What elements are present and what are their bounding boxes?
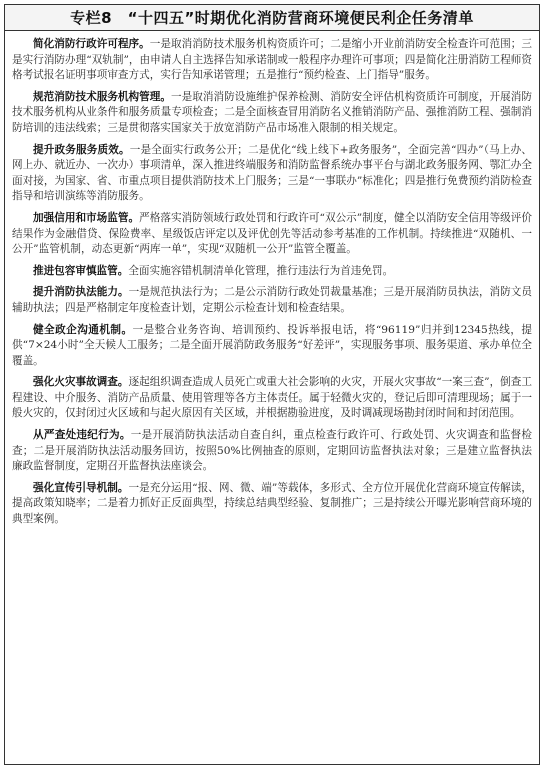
task-item-text: 一是取消消防设施维护保养检测、消防安全评估机构资质许可制度，开展消防技术服务机构从业条件和服务质量专项检查；二是全面核查冒用消防名义推销消防产品、强推消防工程、强制消防培训的违法线索；三是贯彻落实国家关于放宽消防产品市场准入限制的相关规定。 bbox=[12, 90, 533, 134]
task-item-text: 全面实施容错机制清单化管理，推行违法行为首违免罚。 bbox=[128, 264, 394, 277]
task-item bbox=[12, 481, 532, 528]
task-item-head: 强化火灾事故调查。 bbox=[33, 376, 129, 389]
task-item-head: 提升政务服务质效。 bbox=[33, 143, 130, 156]
box-title: 专栏8 “十四五”时期优化消防营商环境便民利企任务清单 bbox=[70, 9, 474, 27]
task-item bbox=[12, 323, 532, 370]
task-item bbox=[12, 264, 532, 280]
task-item bbox=[12, 428, 532, 475]
task-item bbox=[12, 211, 532, 258]
task-item-text: 一是充分运用“报、网、微、端”等载体，多形式、全方位开展优化营商环境宣传解读，提高政策知晓率；二是着力抓好正反面典型，持续总结典型经验、复制推广；三是持续公开曝光影响营商环境的典型案例。 bbox=[12, 481, 532, 526]
task-item-head: 推进包容审慎监管。 bbox=[33, 264, 129, 277]
task-item-text: 一是全面实行政务公开；二是优化“线上线下+政务服务”，全面完善“四办”（马上办、网上办、就近办、一次办）事项清单，深入推进终端服务和消防监督系统办事平台与湖北政务服务网、鄂汇办全面对接，为国家、省、市重点项目提供消防技术上门服务；三是“一事联办”标准化；四是推行免费预约消防检查指导和培训演练等消防服务。 bbox=[12, 143, 532, 203]
task-item-text: 一是整合业务咨询、培训预约、投诉举报电话，将“96119”归并到12345热线，提供“7×24小时”全天候人工服务；二是全面开展消防政务服务“好差评”，实现服务事项、服务渠道、承办单位全覆盖。 bbox=[12, 323, 532, 367]
task-item bbox=[12, 375, 532, 422]
task-item bbox=[12, 37, 532, 84]
task-item-text: 一是取消消防技术服务机构资质许可；二是缩小开业前消防安全检查许可范围；三是实行消防办理“双轨制”，由申请人自主选择告知承诺制或一般程序办理许可事项；四是简化注册消防工程师资格考试报名证明事项审查方式，实行告知承诺管理；五是推行“预约检查、上门指导”服务。 bbox=[12, 38, 533, 82]
box-header bbox=[5, 5, 539, 31]
task-item-text: 一是规范执法行为；二是公示消防行政处罚裁量基准；三是开展消防员执法，消防文员辅助执法；四是严格制定年度检查计划，定期公示检查计划和检查结果。 bbox=[12, 286, 533, 314]
task-item bbox=[12, 143, 532, 205]
task-list-box bbox=[4, 4, 540, 765]
task-item-text: 逐起组织调查造成人员死亡或重大社会影响的火灾，开展火灾事故“一案三查”，倒查工程建设、中介服务、消防产品质量、使用管理等各方主体责任。属于轻微火灾的，登记后即可清理现场；属于一般火灾的，仅封闭过火区域和与起火原因有关区域，并根据勘验进度，及时调减现场勘封闭时间和封闭范围。 bbox=[12, 376, 532, 420]
task-item-text: 一是开展消防执法活动自查自纠，重点检查行政许可、行政处罚、火灾调查和监督检查；二是开展消防执法活动服务回访，按照50%比例抽查的原则，定期回访监督执法对象；三是建立监督执法廉政监督制度，定期召开监督执法座谈会。 bbox=[12, 429, 533, 473]
box-body bbox=[5, 31, 539, 538]
task-item bbox=[12, 90, 532, 137]
task-item-head: 规范消防技术服务机构管理。 bbox=[33, 90, 172, 103]
task-item-head: 从严查处违纪行为。 bbox=[33, 429, 131, 442]
task-item-text: 严格落实消防领域行政处罚和行政许可“双公示”制度，健全以消防安全信用等级评价结果作为金融借贷、保险费率、星级饭店评定以及评优创先等活动参考基准的工作机制。持续推进“双随机、一公开”监管机制，动态更新“两库一单”，实现“双随机一公开”监管全覆盖。 bbox=[12, 211, 532, 256]
task-item-head: 强化宣传引导机制。 bbox=[33, 481, 129, 494]
task-item-head: 加强信用和市场监管。 bbox=[33, 211, 140, 224]
task-item bbox=[12, 285, 532, 316]
task-item-head: 简化消防行政许可程序。 bbox=[33, 38, 150, 50]
task-item-head: 提升消防执法能力。 bbox=[33, 286, 129, 299]
task-item-head: 健全政企沟通机制。 bbox=[33, 323, 133, 336]
